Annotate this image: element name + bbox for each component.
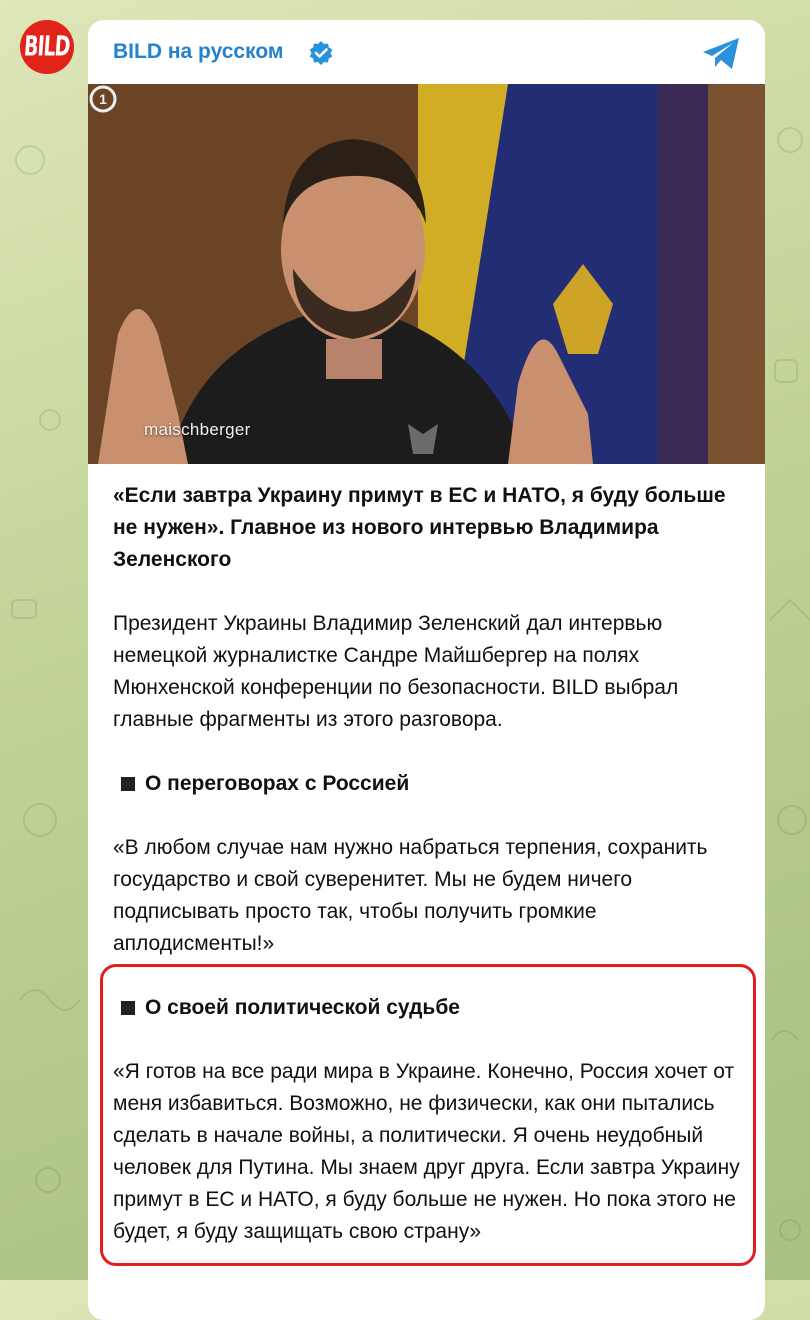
channel-name[interactable]: BILD на русском (113, 40, 284, 63)
section-heading-text: О своей политической судьбе (145, 996, 460, 1019)
post-headline: «Если завтра Украину примут в ЕС и НАТО, я буду больше не нужен». Главное из нового интервью Владимира Зеленского (113, 484, 726, 571)
section-heading-text: О переговорах с Россией (145, 772, 410, 795)
photo-watermark: maischberger (144, 420, 251, 439)
black-square-icon (121, 1001, 135, 1015)
verified-badge-icon (308, 40, 334, 66)
section-heading-political-fate (113, 992, 743, 1024)
channel-avatar[interactable] (20, 20, 74, 74)
section-heading-negotiations (113, 768, 743, 800)
message-bubble (88, 20, 765, 1320)
post-text (113, 480, 743, 1280)
quote-political-fate: «Я готов на все ради мира в Украине. Конечно, Россия хочет от меня избавиться. Возможно, не физически, как они пытались сделать в начале войны, а политически. Я очень неудобный человек для Путина. Мы знаем друг друга. Если завтра Украину примут в ЕС и НАТО, я буду больше не нужен. Но пока этого не будет, я буду защищать свою страну» (113, 1060, 740, 1243)
post-photo[interactable] (88, 84, 765, 464)
photo-illustration (88, 84, 765, 464)
avatar-logo-text: BILD (23, 31, 71, 63)
tv-logo-text: 1 (99, 91, 107, 107)
telegram-share-icon[interactable] (701, 36, 741, 72)
tv-channel-logo-icon (88, 84, 118, 114)
quote-negotiations: «В любом случае нам нужно набраться терпения, сохранить государство и свой суверенитет. Мы не будем ничего подписывать просто так, чтобы получить громкие аплодисменты!» (113, 836, 708, 955)
black-square-icon (121, 777, 135, 791)
post-intro: Президент Украины Владимир Зеленский дал интервью немецкой журналистке Сандре Майшбергер на полях Мюнхенской конференции по безопасности. BILD выбрал главные фрагменты из этого разговора. (113, 612, 679, 731)
message-header (88, 20, 765, 84)
